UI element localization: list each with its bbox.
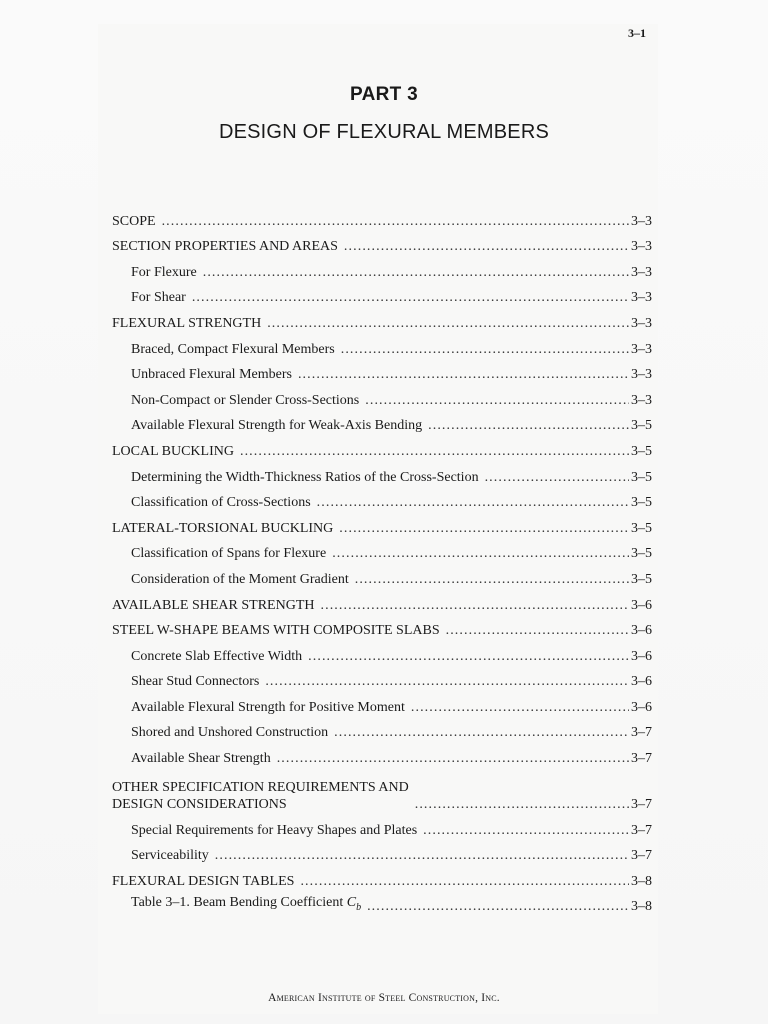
toc-entry-label-text: For Shear — [131, 290, 186, 306]
toc-entry-label-text: Available Shear Strength — [131, 751, 271, 767]
toc-entry-label — [112, 847, 209, 864]
toc-entry — [112, 204, 652, 230]
toc-dot-leader — [192, 289, 629, 306]
toc-page-number: 3–7 — [631, 725, 652, 741]
toc-entry — [112, 614, 652, 640]
toc-entry-label — [112, 469, 479, 486]
toc-dot-leader — [415, 796, 629, 813]
toc-dot-leader — [298, 366, 629, 383]
toc-subentry — [112, 690, 652, 716]
toc-entry-label — [112, 724, 328, 741]
toc-entry-label — [112, 648, 302, 665]
toc-entry-label-text: Available Flexural Strength for Weak-Axis Bending — [131, 418, 423, 434]
table-of-contents — [112, 204, 652, 915]
toc-entry-label-text: SECTION PROPERTIES AND AREAS — [112, 239, 338, 255]
toc-page-number: 3–6 — [631, 648, 652, 664]
toc-entry-label-text: Braced, Compact Flexural Members — [131, 341, 335, 357]
toc-dot-leader — [344, 238, 629, 255]
toc-entry-label-text: Special Requirements for Heavy Shapes and Plates — [131, 822, 418, 838]
toc-entry-label — [112, 597, 315, 614]
footer-publisher: American Institute of Steel Construction, Inc. — [268, 992, 500, 1004]
toc-dot-leader — [485, 469, 629, 486]
toc-entry-label — [112, 238, 338, 255]
toc-dot-leader — [365, 392, 629, 409]
toc-entry-label-text: Determining the Width-Thickness Ratios of the Cross-Section — [131, 469, 479, 485]
toc-entry-label — [112, 699, 405, 716]
toc-page-number: 3–3 — [631, 341, 652, 357]
toc-entry-label — [112, 341, 335, 358]
part-subtitle: DESIGN OF FLEXURAL MEMBERS — [218, 121, 550, 143]
toc-dot-leader — [428, 417, 629, 434]
toc-subentry — [112, 332, 652, 358]
toc-entry-label-text: SCOPE — [112, 213, 156, 229]
toc-entry-label-text: LATERAL-TORSIONAL BUCKLING — [112, 520, 334, 536]
toc-subentry — [112, 537, 652, 563]
toc-dot-leader — [339, 520, 629, 537]
toc-entry-label — [112, 520, 333, 537]
toc-page-number: 3–3 — [631, 367, 652, 383]
toc-entry-label — [112, 873, 294, 890]
toc-entry-label-text: LOCAL BUCKLING — [112, 443, 234, 459]
toc-entry-label — [112, 571, 349, 588]
toc-entry — [112, 306, 652, 332]
toc-dot-leader — [308, 648, 629, 665]
toc-dot-leader — [367, 898, 629, 915]
toc-entry-label-subscript: b — [356, 901, 362, 913]
toc-subentry — [112, 839, 652, 865]
toc-entry-label-symbol: C — [346, 894, 357, 910]
toc-dot-leader — [203, 264, 629, 281]
toc-page-number: 3–5 — [631, 495, 652, 511]
toc-page-number: 3–6 — [631, 623, 652, 639]
toc-entry-label-text: Unbraced Flexural Members — [131, 367, 292, 383]
toc-page-number: 3–5 — [631, 469, 652, 485]
toc-entry-label-text: AVAILABLE SHEAR STRENGTH — [112, 597, 315, 613]
toc-page-number: 3–6 — [631, 674, 652, 690]
toc-entry-label — [112, 779, 409, 813]
toc-subentry — [112, 716, 652, 742]
toc-entry-label — [112, 264, 197, 281]
toc-subentry — [112, 741, 652, 767]
toc-page-number: 3–8 — [631, 899, 652, 915]
toc-page-number: 3–5 — [631, 520, 652, 536]
toc-entry-label-line1: OTHER SPECIFICATION REQUIREMENTS AND — [112, 780, 409, 796]
toc-entry-label-text: Shear Stud Connectors — [131, 674, 260, 690]
toc-entry-label-text: FLEXURAL STRENGTH — [112, 315, 262, 331]
toc-dot-leader — [267, 315, 629, 332]
toc-entry-label — [112, 673, 259, 690]
toc-entry-label — [112, 392, 359, 409]
toc-entry-label-text: Classification of Spans for Flexure — [131, 546, 327, 562]
page-number: 3–1 — [628, 26, 646, 40]
toc-entry — [112, 230, 652, 256]
toc-subentry — [112, 255, 652, 281]
toc-subentry — [112, 460, 652, 486]
toc-entry-label-text: DESIGN CONSIDERATIONS — [112, 797, 287, 813]
toc-entry-label-text: Non-Compact or Slender Cross-Sections — [131, 392, 360, 408]
toc-dot-leader — [321, 597, 630, 614]
toc-subentry — [112, 890, 652, 916]
toc-entry-label — [112, 443, 234, 460]
toc-dot-leader — [240, 443, 629, 460]
toc-dot-leader — [355, 571, 629, 588]
toc-page-number: 3–3 — [631, 290, 652, 306]
toc-page-number: 3–7 — [631, 751, 652, 767]
toc-dot-leader — [411, 699, 629, 716]
toc-page-number: 3–5 — [631, 443, 652, 459]
toc-dot-leader — [215, 847, 629, 864]
toc-dot-leader — [300, 873, 629, 890]
toc-page-number: 3–8 — [631, 873, 652, 889]
toc-dot-leader — [341, 341, 629, 358]
toc-entry-label-text: Shored and Unshored Construction — [131, 725, 329, 741]
toc-entry-label-text: Serviceability — [131, 848, 209, 864]
toc-subentry — [112, 281, 652, 307]
toc-subentry — [112, 665, 652, 691]
toc-page-number: 3–7 — [631, 822, 652, 838]
toc-entry — [112, 767, 652, 813]
toc-page-number: 3–3 — [631, 315, 652, 331]
toc-subentry — [112, 639, 652, 665]
toc-dot-leader — [423, 822, 629, 839]
toc-page-number: 3–3 — [631, 264, 652, 280]
toc-dot-leader — [162, 213, 629, 230]
toc-entry — [112, 511, 652, 537]
toc-page-number: 3–3 — [631, 239, 652, 255]
toc-entry-label — [112, 750, 271, 767]
toc-entry-label — [112, 315, 261, 332]
toc-dot-leader — [317, 494, 629, 511]
toc-dot-leader — [332, 545, 629, 562]
toc-dot-leader — [277, 750, 629, 767]
toc-subentry — [112, 383, 652, 409]
toc-page-number: 3–3 — [631, 392, 652, 408]
toc-page-number: 3–3 — [631, 213, 652, 229]
toc-page-number: 3–6 — [631, 597, 652, 613]
toc-page-number: 3–7 — [631, 848, 652, 864]
toc-page-number: 3–5 — [631, 571, 652, 587]
toc-entry-label-text: STEEL W-SHAPE BEAMS WITH COMPOSITE SLABS — [112, 623, 440, 639]
toc-entry-label — [112, 417, 422, 434]
toc-entry-label-text: FLEXURAL DESIGN TABLES — [112, 873, 295, 889]
toc-entry-label-text: For Flexure — [131, 264, 197, 280]
toc-dot-leader — [334, 724, 629, 741]
toc-entry-label — [112, 822, 417, 839]
toc-dot-leader — [265, 673, 629, 690]
toc-entry-label — [112, 289, 186, 306]
toc-entry-label — [112, 366, 292, 383]
toc-dot-leader — [446, 622, 629, 639]
toc-page-number: 3–5 — [631, 418, 652, 434]
toc-page-number: 3–5 — [631, 546, 652, 562]
toc-entry-label-text: Table 3–1. Beam Bending Coefficient C — [131, 894, 357, 910]
toc-entry-label-text: Concrete Slab Effective Width — [131, 648, 303, 664]
toc-entry-label-text: Available Flexural Strength for Positive Moment — [131, 699, 405, 715]
toc-entry — [112, 588, 652, 614]
toc-entry-label — [112, 545, 326, 562]
toc-entry-label — [112, 494, 311, 511]
toc-entry-label — [112, 213, 156, 230]
toc-entry-label-text: Classification of Cross-Sections — [131, 495, 311, 511]
toc-page-number: 3–7 — [631, 797, 652, 813]
toc-entry-label-text: Consideration of the Moment Gradient — [131, 571, 349, 587]
toc-entry — [112, 434, 652, 460]
toc-subentry — [112, 562, 652, 588]
toc-subentry — [112, 409, 652, 435]
toc-entry-label — [112, 622, 440, 639]
toc-subentry — [112, 813, 652, 839]
toc-entry — [112, 864, 652, 890]
toc-subentry — [112, 358, 652, 384]
part-title: PART 3 — [350, 84, 418, 105]
toc-subentry — [112, 486, 652, 512]
toc-page-number: 3–6 — [631, 699, 652, 715]
toc-entry-label — [112, 894, 361, 916]
